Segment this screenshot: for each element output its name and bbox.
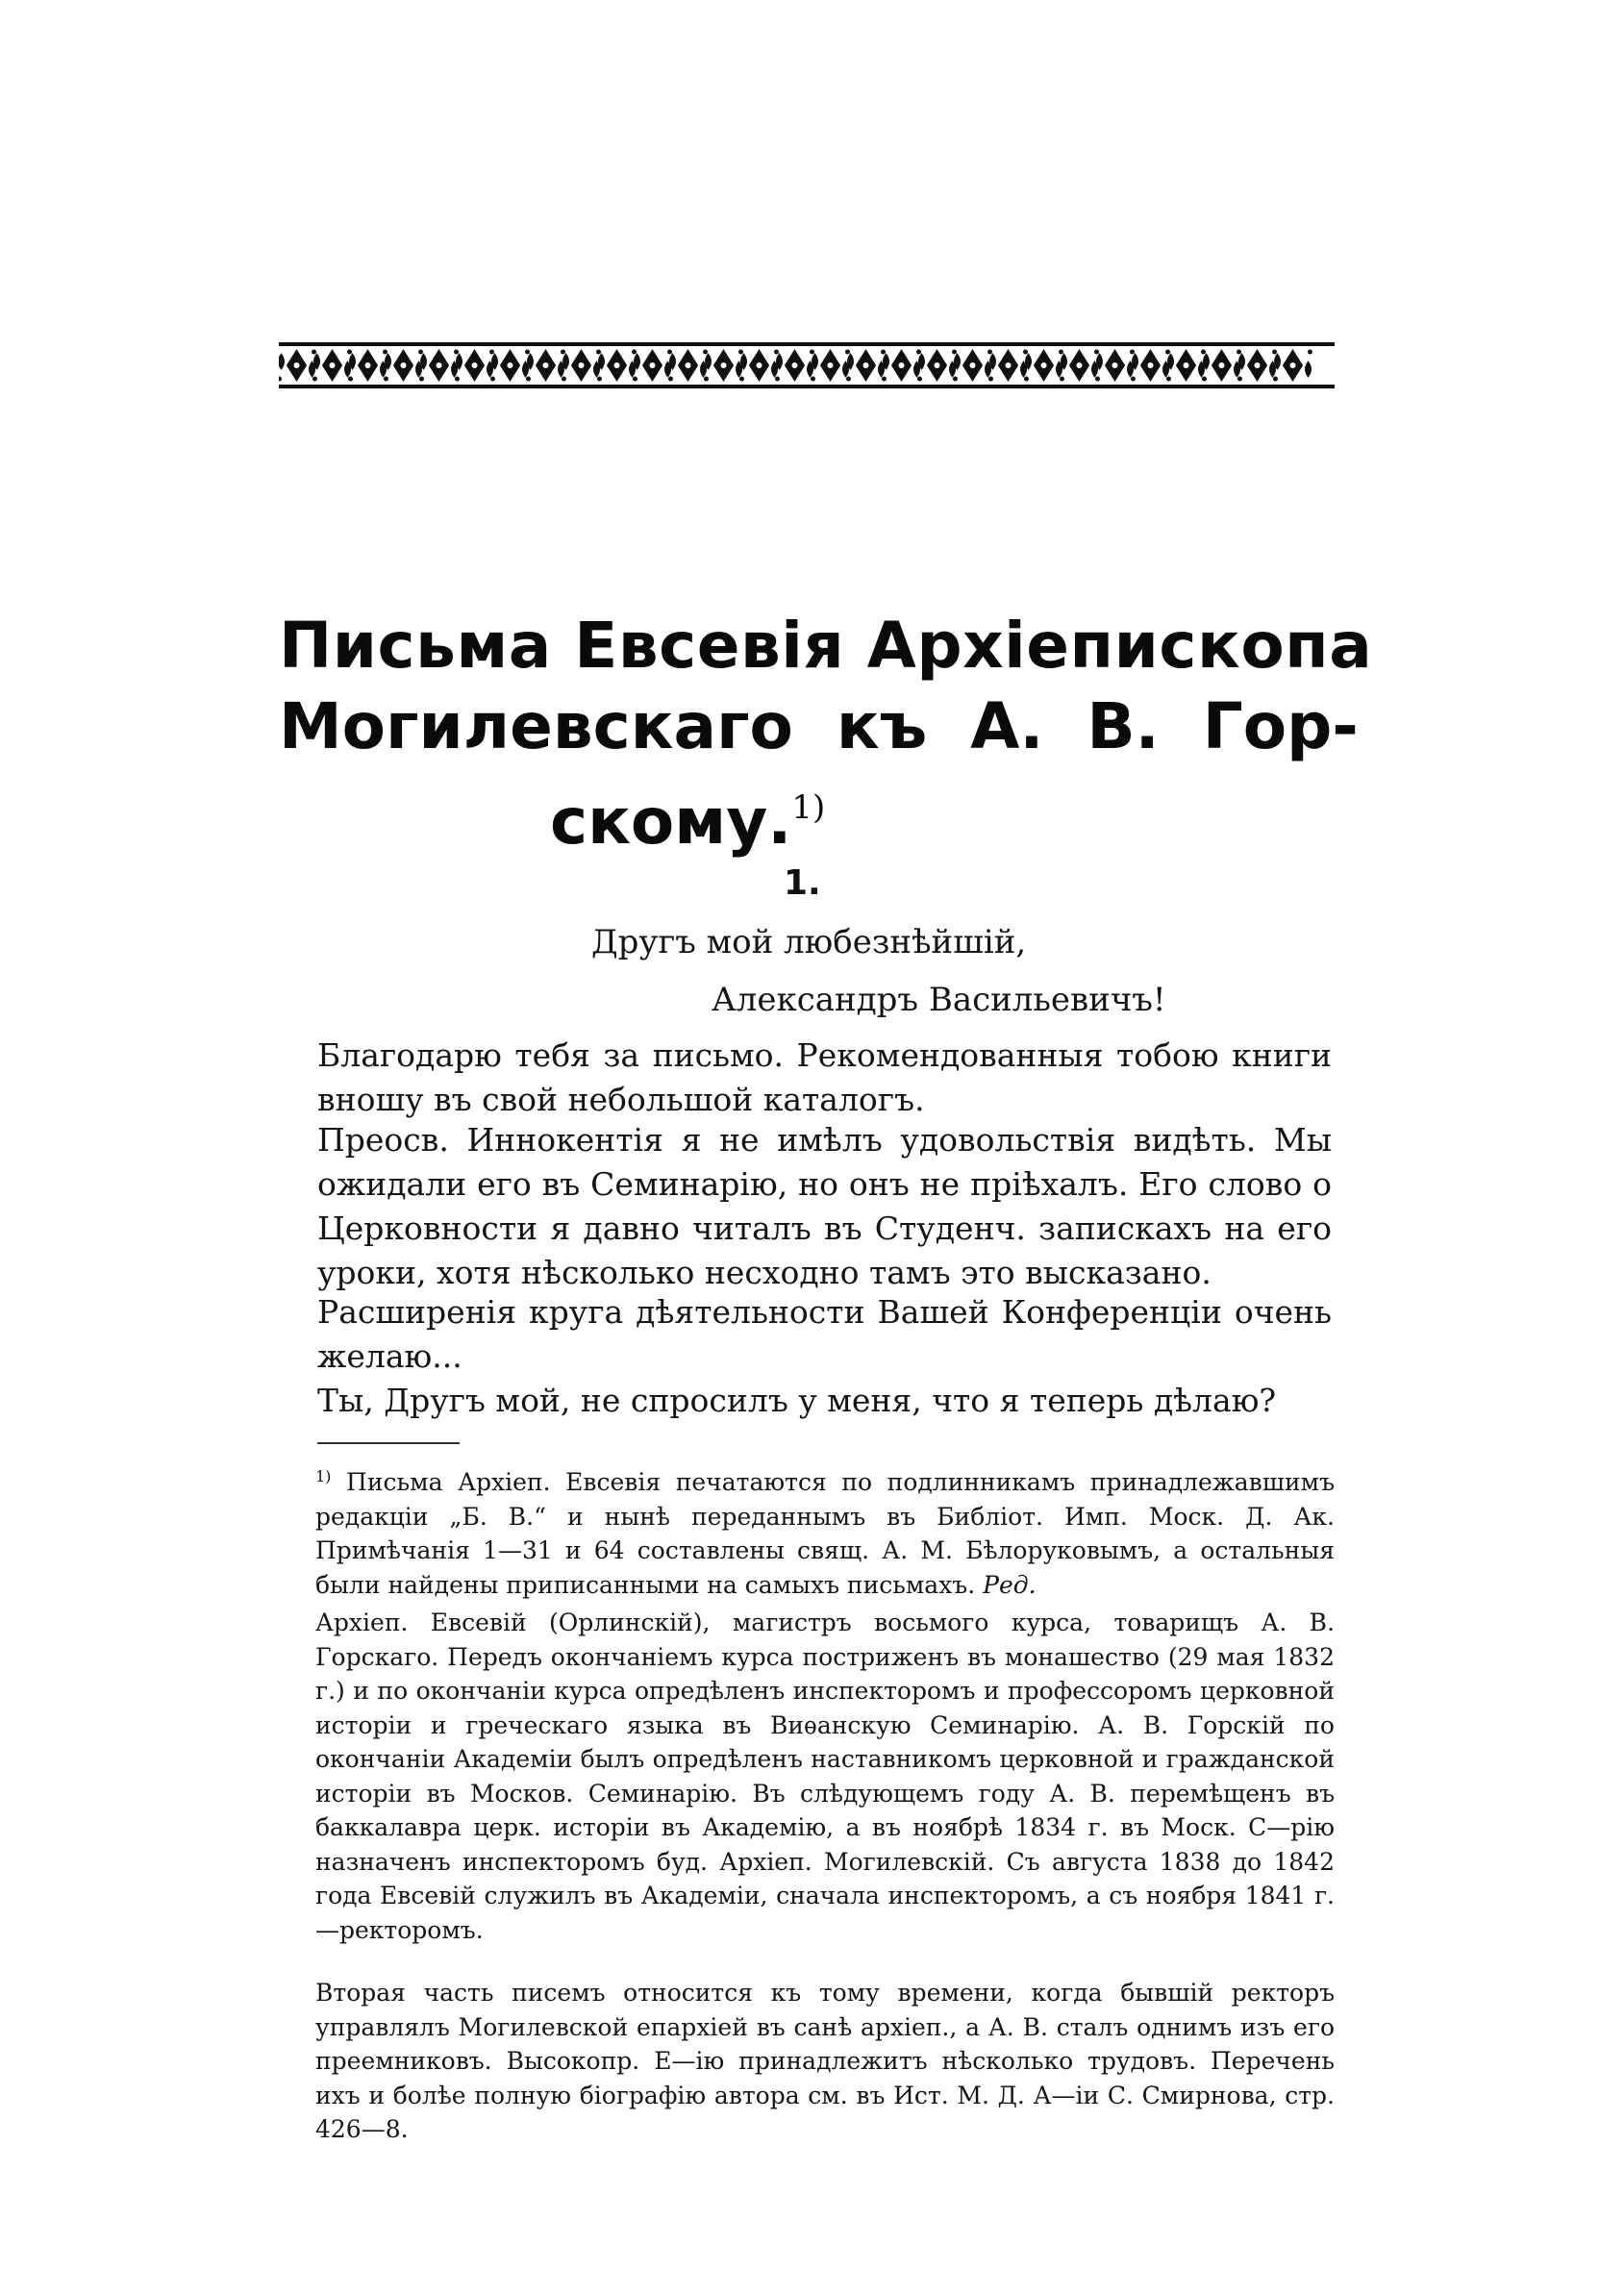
footnote-separator bbox=[317, 1442, 460, 1444]
article-title bbox=[279, 606, 1373, 862]
title-line-1: Письма Евсевія Архіепископа bbox=[279, 609, 1373, 683]
greeting-line-2: Александръ Васильевичъ! bbox=[712, 981, 1166, 1019]
letter-paragraph-4: Ты, Другъ мой, не спросилъ у меня, что я теперь дѣлаю? bbox=[317, 1382, 1277, 1419]
footnote-1-text: Письма Архіеп. Евсевія печатаются по подлинникамъ принадлежавшимъ редакціи „Б. В.“ и нынѣ переданнымъ въ Библіот. Имп. Моск. Д. Ак. Примѣчанія 1—31 и 64 составлены свящ. А. М. Бѣлоруковымъ, а остальныя были найдены приписанными на самыхъ письмахъ. bbox=[315, 1468, 1335, 1599]
footnote-2: Архіеп. Евсевій (Орлинскій), магистръ восьмого курса, товарищъ А. В. Горскаго. Передъ окончаніемъ курса постриженъ въ монашество (29 мая 1832 г.) и по окончаніи курса опредѣленъ инспекторомъ и профессоромъ церковной исторіи и греческаго языка въ Виѳанскую Семинарію. А. В. Горскій по окончаніи Академіи былъ опредѣленъ наставникомъ церковной и гражданской исторіи въ Москов. Семинарію. Въ слѣдующемъ году А. В. перемѣщенъ въ баккалавра церк. исторіи въ Академію, а въ ноябрѣ 1834 г. въ Моск. С—рію назначенъ инспекторомъ буд. Архіеп. Могилевскій. Съ августа 1838 до 1842 года Евсевій служилъ въ Академіи, сначала инспекторомъ, а съ ноября 1841 г.—ректоромъ. bbox=[315, 1609, 1335, 1944]
letter-number: 1. bbox=[784, 863, 821, 903]
title-line-3 bbox=[279, 767, 1346, 862]
footnote-1-editor: Ред. bbox=[983, 1570, 1037, 1599]
title-footnote-mark: 1) bbox=[791, 788, 826, 827]
letter-paragraph-2: Преосв. Иннокентія я не имѣлъ удовольствія видѣть. Мы ожидали его въ Семинарію, но онъ не пріѣхалъ. Его слово о Церковности я давно читалъ въ Студенч. запискахъ на его уроки, хотя нѣсколько несходно тамъ это высказано. bbox=[317, 1121, 1332, 1291]
letter-paragraph-1: Благодарю тебя за письмо. Рекомендованныя тобою книги вношу въ свой небольшой каталогъ. bbox=[317, 1036, 1332, 1118]
footnote-1-mark: 1) bbox=[315, 1467, 332, 1485]
footnote-3: Вторая часть писемъ относится къ тому времени, когда бывшій ректоръ управлялъ Могилевской епархіей въ санѣ архіеп., а А. В. сталъ однимъ изъ его преемниковъ. Высокопр. Е—ію принадлежитъ нѣсколько трудовъ. Перечень ихъ и болѣе полную біографію автора см. въ Ист. М. Д. А—іи С. Смирнова, стр. 426—8. bbox=[315, 1979, 1335, 2143]
title-line-3-text: скому. bbox=[550, 785, 792, 859]
letter-paragraph-3: Расширенія круга дѣятельности Вашей Конференціи очень желаю... bbox=[317, 1293, 1332, 1375]
greeting-line-1: Другъ мой любезнѣйшій, bbox=[591, 923, 1027, 961]
title-line-2: Могилевскаго къ А. В. Гор- bbox=[279, 689, 1359, 763]
ornamental-header-band bbox=[279, 340, 1335, 390]
footnote-1 bbox=[315, 1459, 1335, 1602]
